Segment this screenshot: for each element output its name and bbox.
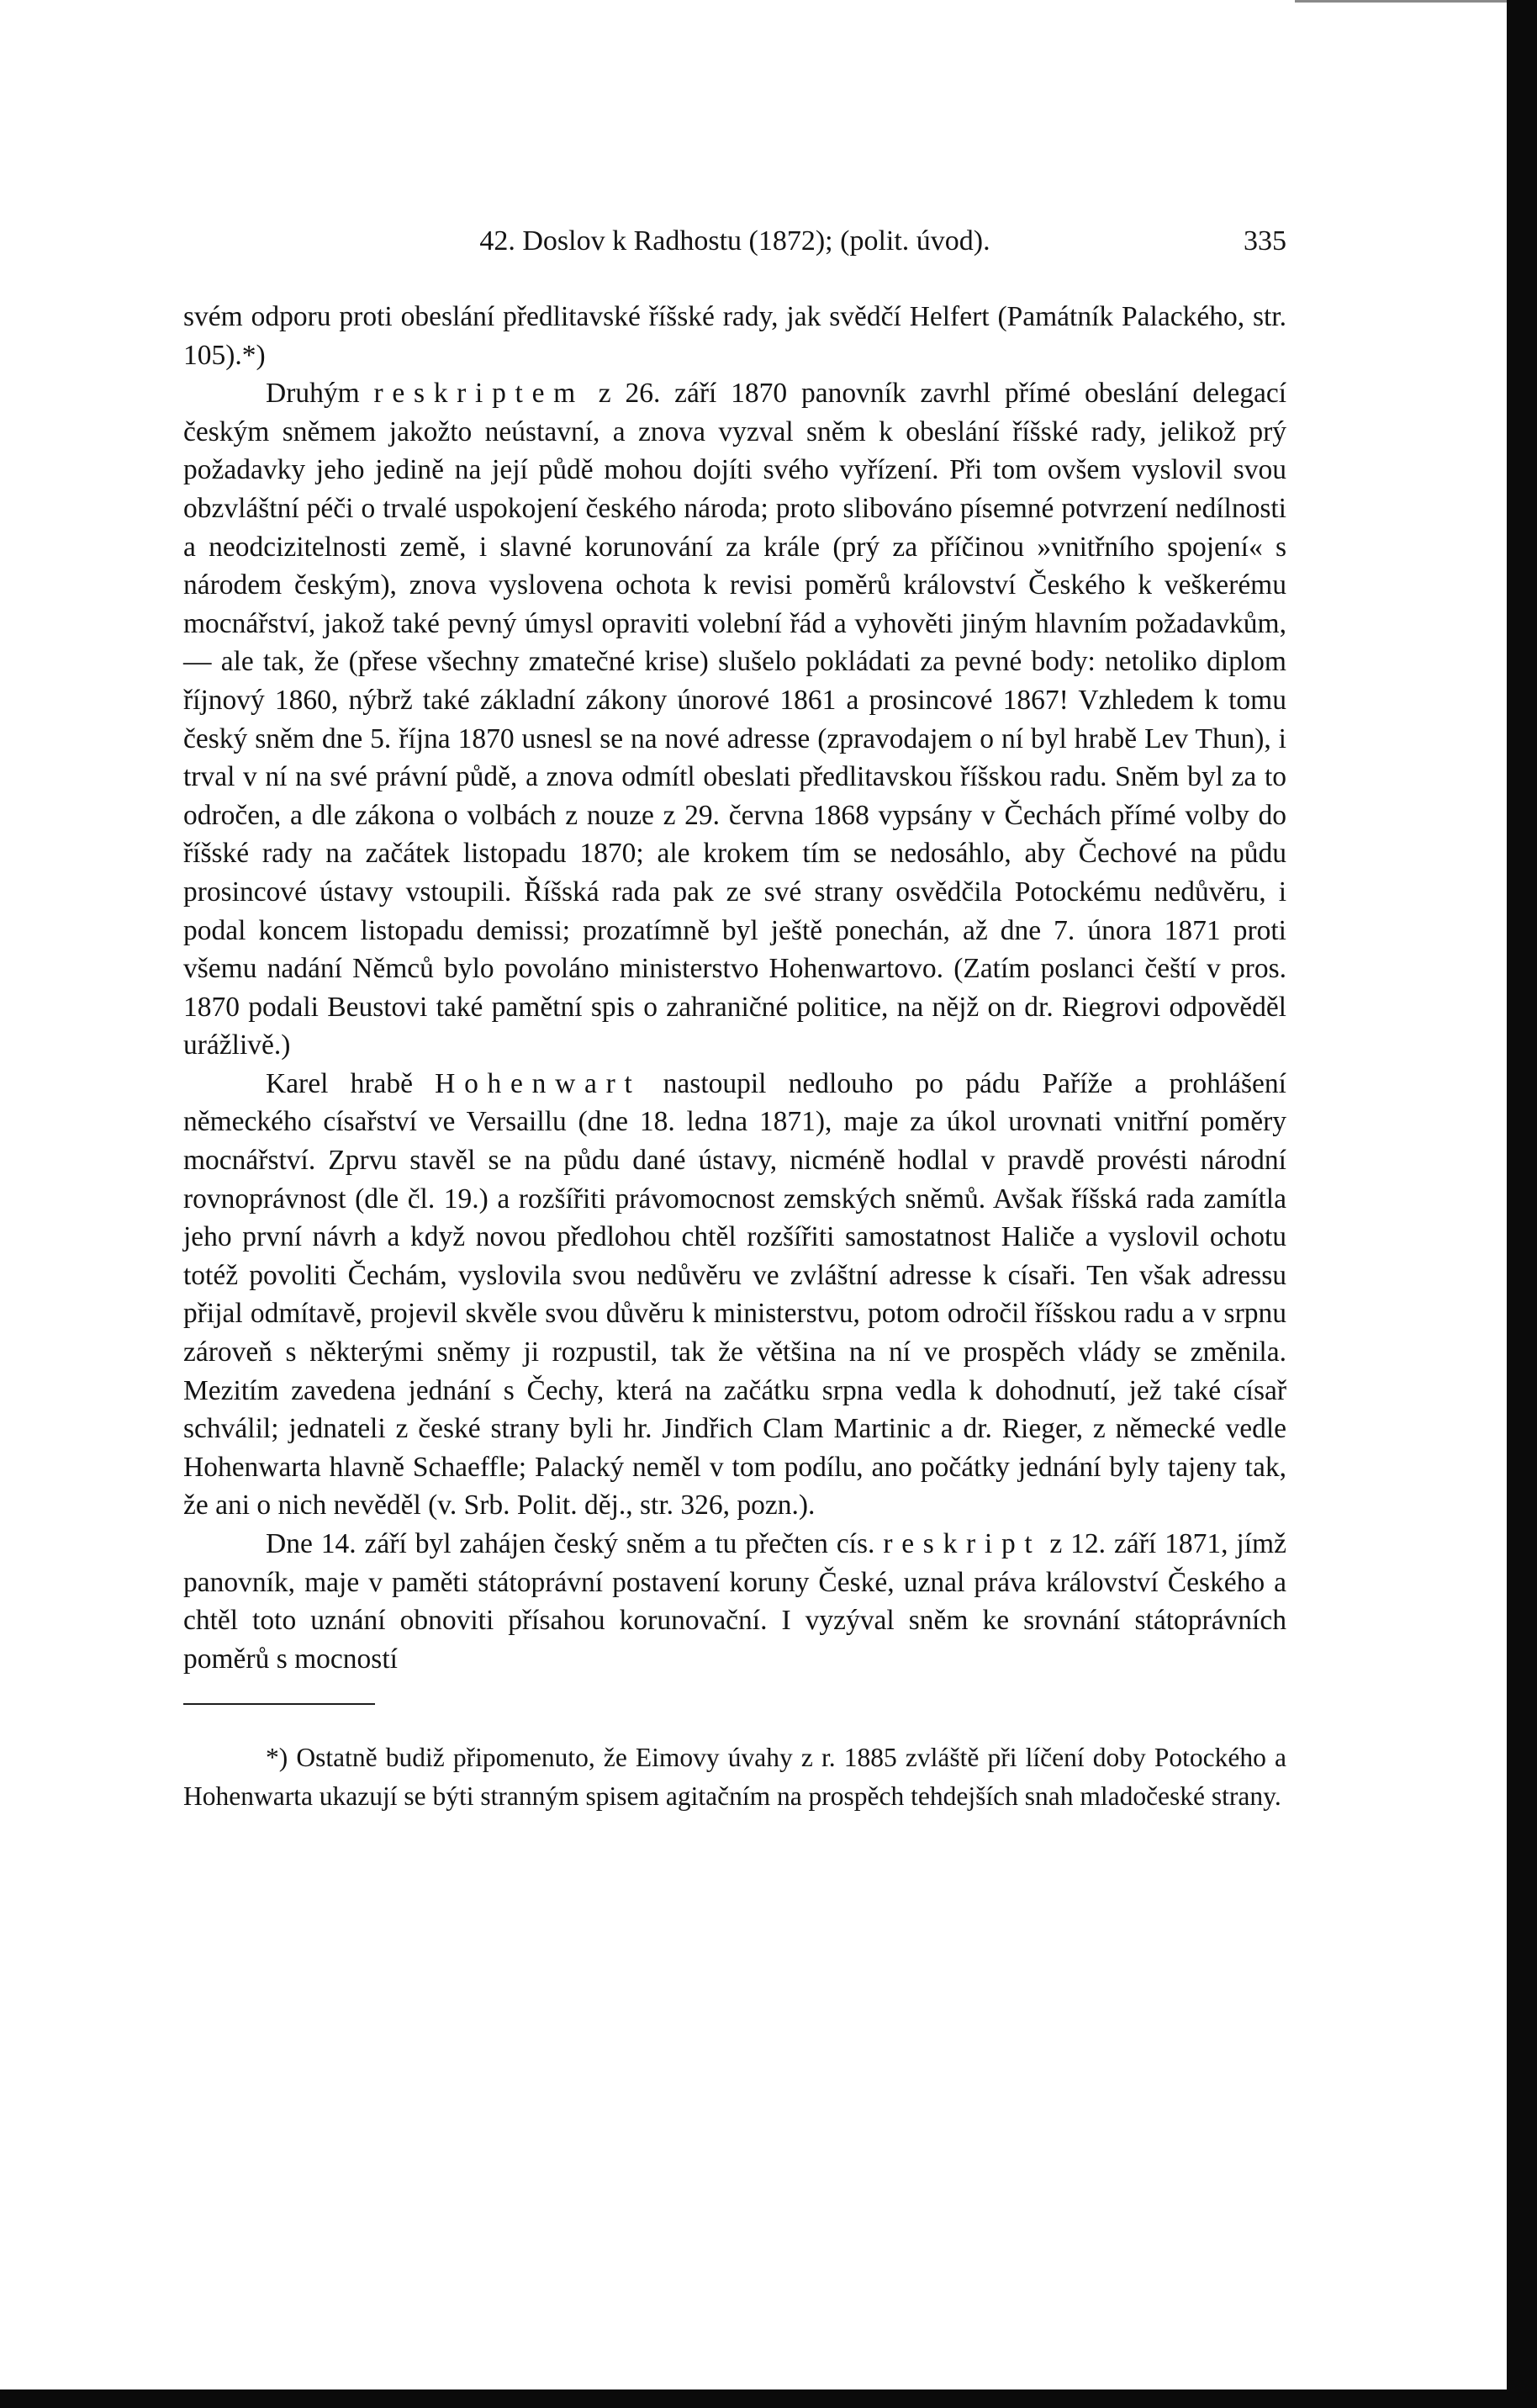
body-text (183, 298, 1286, 1678)
emphasis-reskript: reskript (883, 1528, 1042, 1559)
footnote-1: *) Ostatně budiž připomenuto, že Eimovy úvahy z r. 1885 zvláště při líčení doby Potockého a Hohenwarta ukazují se býti stranným spisem agitačním na prospěch tehdejších snah mladočeské strany. (183, 1743, 1286, 1811)
paragraph-4 (183, 1525, 1286, 1678)
scan-edge-top (1295, 0, 1507, 3)
paragraph-2-text: z 26. září 1870 panovník zavrhl přímé obeslání delegací českým sněmem jakožto neústavní, a znova vyzval sněm k obeslání říšské rady, jelikož prý požadavky jeho jedině na její půdě mohou dojíti svého vyřízení. Při tom ovšem vyslovil svou obzvláštní péči o trvalé uspokojení českého národa; proto slibováno písemné potvrzení nedílnosti a neodcizitelnosti země, i slavné korunování za krále (prý za příčinou »vnitřního spojení« s národem českým), znova vyslovena ochota k revisi poměrů království Českého k veškerému mocnářství, jakož také pevný úmysl opraviti volební řád a vyhověti jiným hlavním požadavkům, — ale tak, že (přese všechny zmatečné krise) slušelo pokládati za pevné body: netoliko diplom říjnový 1860, nýbrž také základní zákony únorové 1861 a prosincové 1867! Vzhledem k tomu český sněm dne 5. října 1870 usnesl se na nové adresse (zpravodajem o ní byl hrabě Lev Thun), i trval v ní na své právní půdě, a znova odmítl obeslati předlitavskou říšskou radu. Sněm byl za to odročen, a dle zákona o volbách z nouze z 29. června 1868 vypsány v Čechách přímé volby do říšské rady na začátek listopadu 1870; ale krokem tím se nedosáhlo, aby Čechové na půdu prosincové ústavy vstoupili. Říšská rada pak ze své strany osvědčila Potockému nedůvěru, i podal koncem listopadu demissi; prozatímně byl ještě ponechán, až dne 7. února 1871 proti všemu nadání Němců bylo povoláno ministerstvo Hohenwartovo. (Zatím poslanci čeští v pros. 1870 podali Beustovi také pamětní spis o zahraničné politice, na nějž on dr. Riegrovi odpověděl urážlivě.) (183, 378, 1286, 1061)
book-page (183, 220, 1286, 1816)
running-head (183, 220, 1286, 262)
emphasis-reskriptem: reskriptem (373, 378, 584, 410)
emphasis-hohenwart: Hohenwart (435, 1067, 642, 1099)
paragraph-4-lead: Dne 14. září byl zahájen český sněm a tu přečten cís. (266, 1528, 884, 1559)
paragraph-1: svém odporu proti obeslání předlitavské říšské rady, jak svědčí Helfert (Památník Palackého, str. 105).*) (183, 301, 1286, 371)
chapter-title: 42. Doslov k Radhostu (1872); (polit. úvod). (479, 225, 990, 257)
scan-border-bottom (0, 2389, 1537, 2408)
paragraph-3-lead: Karel hrabě (266, 1067, 436, 1099)
paragraph-2-lead: Druhým (266, 378, 374, 410)
paragraph-3-text: nastoupil nedlouho po pádu Paříže a prohlášení německého císařství ve Versaillu (dne 18. ledna 1871), maje za úkol urovnati vnitřní poměry mocnářství. Zprvu stavěl se na půdu dané ústavy, nicméně hodlal v pravdě provésti národní rovnoprávnost (dle čl. 19.) a rozšířiti právomocnost zemských sněmů. Avšak říšská rada zamítla jeho první návrh a když novou předlohou chtěl rozšířiti samostatnost Haliče a vyslovil ochotu totéž povoliti Čechám, vyslovila svou nedůvěru ve zvláštní adresse k císaři. Ten však adressu přijal odmítavě, projevil skvěle svou důvěru k ministerstvu, potom odročil říšskou radu a v srpnu zároveň s některými sněmy ji rozpustil, tak že většina na ní ve prospěch vlády se změnila. Mezitím zavedena jednání s Čechy, která na začátku srpna vedla k dohodnutí, jež také císař schválil; jednateli z české strany byli hr. Jindřich Clam Martinic a dr. Rieger, z německé vedle Hohenwarta hlavně Schaeffle; Palacký neměl v tom podílu, ano počátky jednání byly tajeny tak, že ani o nich nevěděl (v. Srb. Polit. děj., str. 326, pozn.). (183, 1067, 1286, 1522)
paragraph-2 (183, 374, 1286, 1065)
footnotes (183, 1739, 1286, 1815)
scan-border-right (1507, 0, 1537, 2408)
paragraph-4-text: z 12. září 1871, jímž panovník, maje v paměti státoprávní postavení koruny České, uznal práva království Českého a chtěl toto uznání obnoviti přísahou korunovační. I vyzýval sněm ke srovnání státoprávních poměrů s mocností (183, 1528, 1286, 1675)
page-number: 335 (1244, 225, 1286, 257)
footnote-divider (183, 1703, 375, 1705)
paragraph-3 (183, 1065, 1286, 1525)
